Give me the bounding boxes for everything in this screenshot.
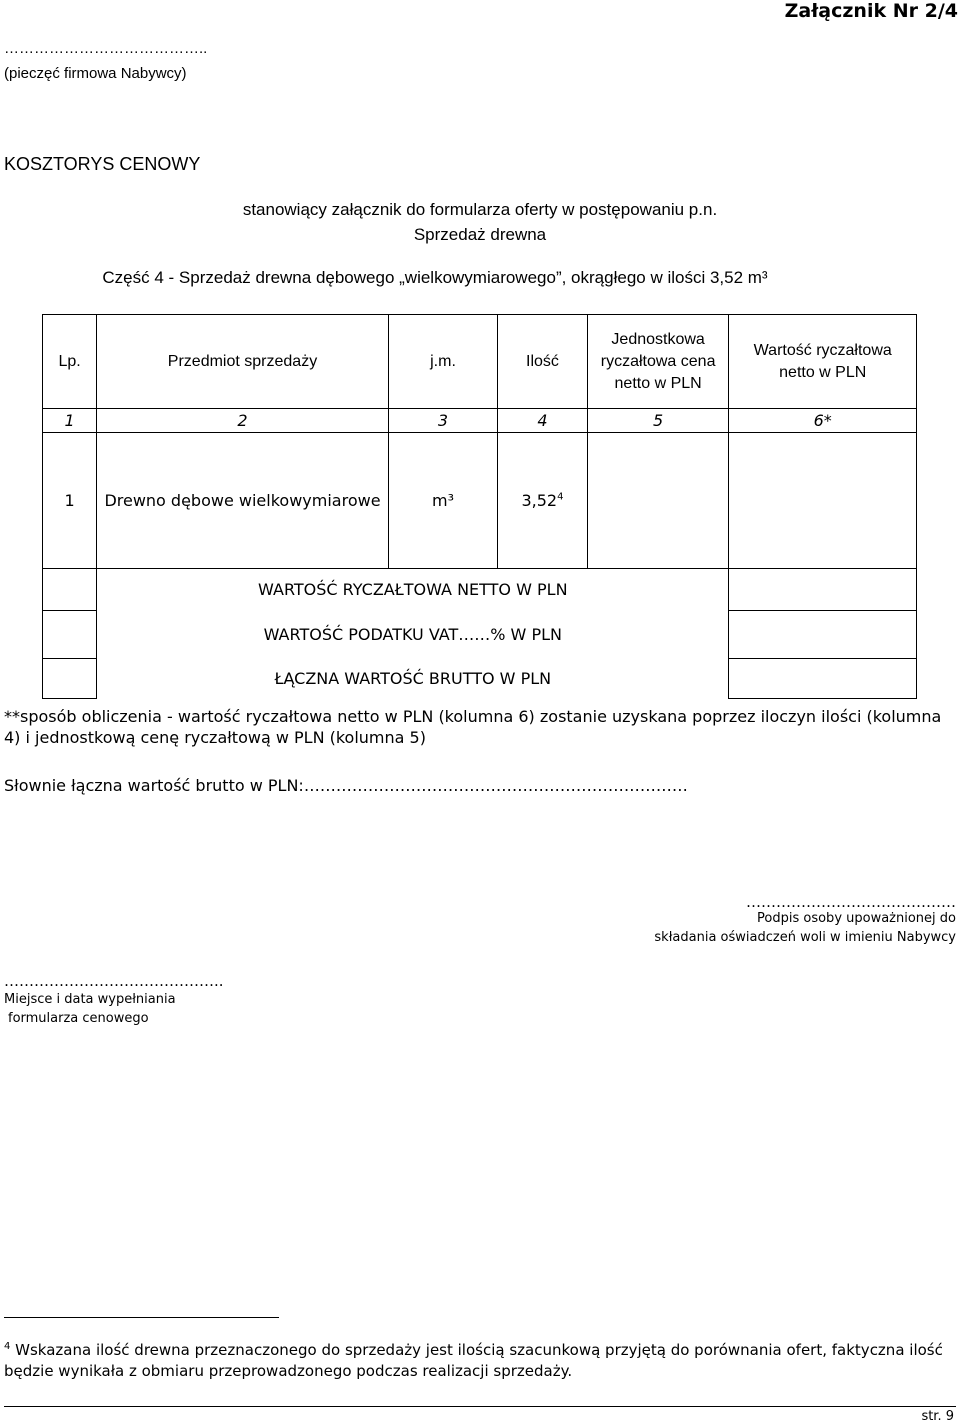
row-value[interactable] — [729, 433, 917, 569]
header-row — [43, 315, 917, 409]
header-unit-price: Jednostkowa ryczałtowa cena netto w PLN — [587, 315, 729, 409]
place-dots: …………………………………….. — [4, 972, 224, 990]
col-number: 1 — [43, 409, 97, 433]
summary-blank — [43, 611, 97, 659]
header-qty: Ilość — [498, 315, 588, 409]
document-title: KOSZTORYS CENOWY — [4, 154, 201, 174]
summary-vat-row — [43, 611, 917, 659]
summary-vat-value[interactable] — [729, 611, 917, 659]
summary-gross-label: ŁĄCZNA WARTOŚĆ BRUTTO W PLN — [274, 669, 552, 688]
row-unit-price[interactable] — [587, 433, 729, 569]
header-lp: Lp. — [43, 315, 97, 409]
row-item: Drewno dębowe wielkowymiarowe — [97, 433, 389, 569]
row-qty-cell — [498, 433, 588, 569]
header-value: Wartość ryczałtowa netto w PLN — [729, 315, 917, 409]
col-number: 3 — [388, 409, 497, 433]
footnote-marker: 4 — [4, 1341, 11, 1352]
calculation-note: **sposób obliczenia - wartość ryczałtowa netto w PLN (kolumna 6) zostanie uzyskana poprzez iloczyn ilości (kolumna 4) i jednostkową cenę ryczałtową w PLN (kolumna 5) — [4, 707, 942, 747]
summary-gross-row — [43, 659, 917, 699]
cost-table — [42, 314, 917, 699]
signature-line-2: składania oświadczeń woli w imieniu Nabywcy — [654, 930, 956, 945]
summary-net-value[interactable] — [729, 569, 917, 611]
col-number: 4 — [498, 409, 588, 433]
stamp-label: (pieczęć firmowa Nabywcy) — [4, 65, 187, 82]
footnote-text: Wskazana ilość drewna przeznaczonego do sprzedaży jest ilością szacunkową przyjętą do porównania ofert, faktyczna ilość będzie wynikała z obmiaru przeprowadzonego podczas realizacji sprzedaży. — [4, 1341, 943, 1380]
footer-line — [4, 1406, 956, 1407]
attachment-label: Załącznik Nr 2/4 — [784, 0, 958, 22]
amount-in-words: Słownie łączna wartość brutto w PLN:……………………………………………………………… — [4, 776, 688, 795]
footnote — [4, 1336, 959, 1382]
column-number-row — [43, 409, 917, 433]
summary-blank — [43, 569, 97, 611]
summary-gross-value[interactable] — [729, 659, 917, 699]
col-number: 6* — [729, 409, 917, 433]
table-row — [43, 433, 917, 569]
place-line-1: Miejsce i data wypełniania — [4, 992, 176, 1007]
summary-blank — [43, 659, 97, 699]
header-item: Przedmiot sprzedaży — [97, 315, 389, 409]
qty-footnote-marker: 4 — [557, 491, 564, 503]
summary-vat-label: WARTOŚĆ PODATKU VAT……% W PLN — [263, 625, 562, 644]
col-number: 2 — [97, 409, 389, 433]
footnote-separator — [4, 1317, 279, 1318]
row-qty: 3,52 — [521, 491, 558, 510]
part-title: Część 4 - Sprzedaż drewna dębowego „wielkowymiarowego”, okrągłego w ilości 3,52 m³ — [102, 268, 768, 287]
signature-line-1: Podpis osoby upoważnionej do — [757, 911, 956, 926]
stamp-dots: ………………………………….. — [4, 40, 208, 57]
place-line-2: formularza cenowego — [8, 1011, 149, 1026]
summary-net-row — [43, 569, 917, 611]
row-unit: m³ — [388, 433, 497, 569]
row-lp: 1 — [43, 433, 97, 569]
page-number: str. 9 — [921, 1409, 954, 1424]
summary-net-label: WARTOŚĆ RYCZAŁTOWA NETTO W PLN — [258, 580, 568, 600]
header-unit: j.m. — [388, 315, 497, 409]
subtitle-line-1: stanowiący załącznik do formularza oferty w postępowaniu p.n. — [242, 200, 718, 219]
col-number: 5 — [587, 409, 729, 433]
signature-dots: …………………………………… — [746, 893, 956, 911]
subtitle-line-2: Sprzedaż drewna — [413, 225, 547, 244]
